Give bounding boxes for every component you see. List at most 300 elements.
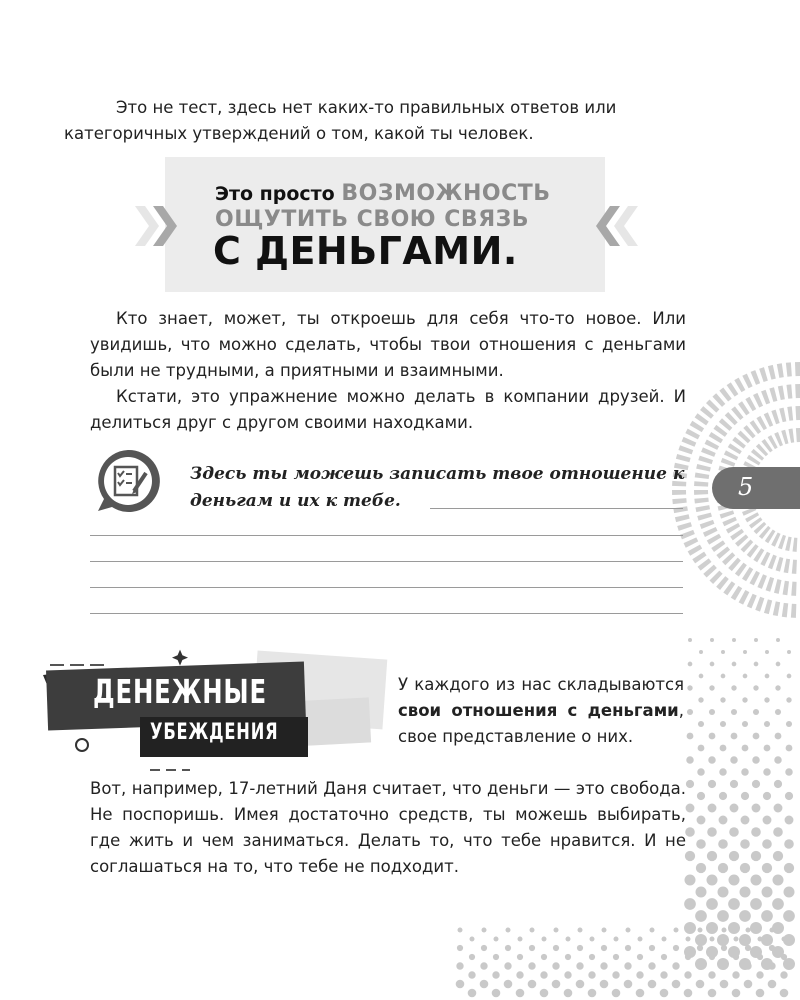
halftone-dot xyxy=(696,980,705,989)
sunburst-segment xyxy=(796,428,800,442)
halftone-dot xyxy=(566,937,571,942)
halftone-dot xyxy=(742,697,747,702)
halftone-dot xyxy=(576,980,585,989)
halftone-dot xyxy=(740,887,751,898)
halftone-dot xyxy=(648,980,657,989)
halftone-dot xyxy=(684,898,696,910)
halftone-dot xyxy=(719,768,727,776)
halftone-dot xyxy=(552,962,559,969)
halftone-dot xyxy=(776,662,781,667)
halftone-dot xyxy=(761,910,773,922)
halftone-dot xyxy=(540,971,547,978)
sunburst-segment xyxy=(685,429,700,440)
halftone-dot xyxy=(458,928,463,933)
halftone-dot xyxy=(468,989,477,998)
halftone-dot xyxy=(763,792,771,800)
halftone-dot xyxy=(626,928,631,933)
halftone-dot xyxy=(588,989,597,998)
halftone-dot xyxy=(729,875,740,886)
section-intro-after: , свое представление о них. xyxy=(398,701,684,746)
halftone-dot xyxy=(480,962,487,969)
body-paragraph-1: Кто знает, может, ты откроешь для себя что-то новое. Или увидишь, что можно сделать, чтобы твои отношения с деньгами были не трудными, а приятными и взаимными. xyxy=(90,309,686,380)
sunburst-segment xyxy=(753,393,763,408)
halftone-dot xyxy=(754,662,759,667)
sunburst-segment xyxy=(786,384,792,398)
section-subtitle: УБЕЖДЕНИЯ xyxy=(150,720,279,745)
quote-box xyxy=(165,157,605,292)
halftone-dot xyxy=(785,792,793,800)
sunburst-segment xyxy=(793,538,798,552)
halftone-dot xyxy=(719,816,728,825)
halftone-dot xyxy=(718,863,728,873)
halftone-dot xyxy=(685,827,695,837)
halftone-dot xyxy=(746,928,751,933)
sunburst-segment xyxy=(678,445,693,454)
halftone-dot xyxy=(774,756,782,764)
sunburst-segment xyxy=(677,522,692,531)
quote-line-2: ОЩУТИТЬ СВОЮ СВЯЗЬ xyxy=(215,207,530,232)
sunburst-segment xyxy=(695,473,709,479)
halftone-dot xyxy=(698,697,703,702)
intro-line-1: Это не тест, здесь нет каких-то правильных ответов или xyxy=(116,98,617,117)
checklist-pencil-icon xyxy=(92,447,168,513)
halftone-dot xyxy=(732,662,737,667)
halftone-dot xyxy=(786,745,793,752)
halftone-dot xyxy=(494,937,499,942)
halftone-dot xyxy=(732,971,739,978)
halftone-dot xyxy=(518,937,523,942)
halftone-dot xyxy=(614,937,619,942)
halftone-dot xyxy=(688,662,693,667)
halftone-dot xyxy=(696,962,703,969)
halftone-dot xyxy=(528,980,537,989)
halftone-dot xyxy=(721,945,727,951)
halftone-dot xyxy=(687,733,694,740)
halftone-dot xyxy=(780,971,787,978)
halftone-dot xyxy=(784,863,794,873)
halftone-dot xyxy=(687,685,692,690)
halftone-dot xyxy=(648,962,655,969)
halftone-dot xyxy=(762,863,772,873)
halftone-dot xyxy=(773,851,783,861)
halftone-dot xyxy=(775,709,781,715)
halftone-dot xyxy=(743,650,747,654)
halftone-dot xyxy=(780,989,789,998)
halftone-dot xyxy=(624,980,633,989)
halftone-dot xyxy=(729,851,739,861)
halftone-dot xyxy=(708,756,716,764)
halftone-dot xyxy=(625,945,631,951)
halftone-dot xyxy=(720,962,727,969)
halftone-dot xyxy=(493,954,499,960)
sunburst-segment xyxy=(734,378,745,393)
halftone-dot xyxy=(752,804,761,813)
halftone-dot xyxy=(751,827,761,837)
halftone-dot xyxy=(740,863,750,873)
sunburst-segment xyxy=(781,430,788,444)
sunburst-segment xyxy=(795,406,800,420)
halftone-dot xyxy=(733,954,739,960)
halftone-dot xyxy=(720,721,726,727)
halftone-dot xyxy=(699,650,703,654)
sunburst-segment xyxy=(701,447,716,456)
halftone-dot xyxy=(638,937,643,942)
halftone-dot xyxy=(741,768,749,776)
sunburst-segment xyxy=(690,421,704,432)
sunburst-segment xyxy=(782,603,788,617)
sunburst-segment xyxy=(694,490,708,495)
sunburst-segment xyxy=(761,390,770,405)
quote-line-1 xyxy=(215,181,551,206)
sunburst-segment xyxy=(721,458,736,467)
halftone-dot xyxy=(482,928,487,933)
sunburst-segment xyxy=(768,555,777,570)
halftone-dot xyxy=(741,816,750,825)
sunburst-segment xyxy=(700,520,715,529)
halftone-dot xyxy=(686,780,694,788)
halftone-dot xyxy=(529,945,535,951)
halftone-dot xyxy=(774,804,783,813)
halftone-dot xyxy=(745,945,751,951)
halftone-dot xyxy=(710,662,715,667)
halftone-dot xyxy=(685,954,691,960)
halftone-dot xyxy=(480,980,489,989)
sunburst-segment xyxy=(784,559,790,573)
sunburst-segment xyxy=(705,440,720,450)
halftone-dot xyxy=(762,839,772,849)
halftone-dot xyxy=(709,733,716,740)
halftone-dot xyxy=(686,937,691,942)
halftone-dot xyxy=(765,674,770,679)
halftone-dot xyxy=(468,971,475,978)
halftone-dot xyxy=(781,954,787,960)
writing-line[interactable] xyxy=(90,587,683,588)
sunburst-segment xyxy=(698,456,713,465)
halftone-dot xyxy=(505,945,511,951)
halftone-dot xyxy=(775,733,782,740)
halftone-dot xyxy=(730,756,738,764)
halftone-dot xyxy=(731,733,738,740)
halftone-dot xyxy=(554,928,559,933)
body-paragraph-3: Вот, например, 17-летний Даня считает, что деньги — это свобода. Не поспоришь. Имея достаточно средств, ты можешь выбирать, где жить и чем заниматься. Делать то, что тебе нравится. И не соглашаться на то, что тебе не подходит. xyxy=(90,779,686,876)
halftone-dot xyxy=(492,989,501,998)
halftone-dot xyxy=(708,989,717,998)
halftone-dot xyxy=(696,887,707,898)
sunburst-segment xyxy=(759,367,768,382)
halftone-dot xyxy=(672,980,681,989)
halftone-dot xyxy=(650,928,655,933)
halftone-dot xyxy=(752,756,760,764)
sunburst-segment xyxy=(776,557,784,572)
halftone-dot xyxy=(612,989,621,998)
halftone-dot xyxy=(753,709,759,715)
halftone-dot xyxy=(773,875,784,886)
halftone-dot xyxy=(752,780,760,788)
halftone-dot xyxy=(541,954,547,960)
halftone-dot xyxy=(674,928,679,933)
body-paragraph-2: Кстати, это упражнение можно делать в компании друзей. И делиться друг с другом своими находками. xyxy=(90,387,686,432)
intro-paragraph xyxy=(64,95,690,147)
halftone-dot xyxy=(732,989,741,998)
halftone-dot xyxy=(576,962,583,969)
halftone-dot xyxy=(698,721,704,727)
sunburst-segment xyxy=(697,513,712,521)
halftone-dot xyxy=(636,971,643,978)
halftone-dot xyxy=(695,910,707,922)
halftone-dot xyxy=(697,945,703,951)
halftone-dot xyxy=(624,962,631,969)
sunburst-segment xyxy=(720,510,735,518)
halftone-dot xyxy=(698,745,705,752)
sunburst-segment xyxy=(694,498,708,504)
halftone-dot xyxy=(506,928,511,933)
sunburst-segment xyxy=(768,365,776,380)
halftone-dot xyxy=(685,851,695,861)
halftone-dot xyxy=(706,898,718,910)
halftone-dot xyxy=(707,827,717,837)
page-number: 5 xyxy=(738,473,754,501)
halftone-dot xyxy=(565,954,571,960)
halftone-dot xyxy=(709,685,714,690)
halftone-dot xyxy=(684,922,696,934)
halftone-dot xyxy=(492,971,499,978)
sunburst-segment xyxy=(779,408,786,423)
halftone-dot xyxy=(786,721,792,727)
halftone-dot xyxy=(708,804,717,813)
halftone-dot xyxy=(742,721,748,727)
halftone-dot xyxy=(764,721,770,727)
halftone-dot xyxy=(709,709,715,715)
note-text: Здесь ты можешь записать твое отношение к деньгам и их к тебе. xyxy=(190,464,685,511)
sunburst-segment xyxy=(792,560,797,574)
sunburst-segment xyxy=(722,517,736,526)
halftone-dot xyxy=(751,851,761,861)
sunburst-segment xyxy=(791,582,796,596)
halftone-dot xyxy=(456,980,465,989)
halftone-dot xyxy=(731,685,736,690)
halftone-dot xyxy=(775,685,780,690)
writing-line[interactable] xyxy=(90,561,683,562)
halftone-dot xyxy=(763,816,772,825)
halftone-dot xyxy=(731,709,737,715)
halftone-dot xyxy=(699,674,704,679)
halftone-dot xyxy=(776,638,780,642)
halftone-dot xyxy=(774,780,782,788)
halftone-dot xyxy=(757,954,763,960)
halftone-dot xyxy=(754,638,758,642)
section-intro-before: У каждого из нас складываются xyxy=(398,675,684,694)
halftone-dot xyxy=(768,980,777,989)
halftone-dot xyxy=(717,934,729,946)
halftone-dot xyxy=(782,937,787,942)
halftone-dot xyxy=(661,954,667,960)
halftone-dot xyxy=(516,989,525,998)
halftone-dot xyxy=(721,674,726,679)
halftone-dot xyxy=(773,827,783,837)
halftone-dot xyxy=(753,733,760,740)
halftone-dot xyxy=(787,674,792,679)
halftone-dot xyxy=(697,792,705,800)
halftone-dot xyxy=(743,674,748,679)
halftone-dot xyxy=(769,945,775,951)
sunburst-segment xyxy=(783,581,789,595)
halftone-dot xyxy=(707,875,718,886)
halftone-dot xyxy=(469,954,475,960)
halftone-dot xyxy=(784,887,795,898)
halftone-dot xyxy=(564,971,571,978)
halftone-dot xyxy=(756,971,763,978)
sunburst-segment xyxy=(682,437,697,447)
sunburst-segment xyxy=(771,410,779,425)
sunburst-segment xyxy=(777,363,784,378)
halftone-dot xyxy=(687,709,693,715)
halftone-dot xyxy=(588,971,595,978)
halftone-dot xyxy=(710,937,715,942)
sunburst-segment xyxy=(739,590,750,605)
halftone-dot xyxy=(590,937,595,942)
halftone-dot xyxy=(756,989,765,998)
halftone-dot xyxy=(710,638,714,642)
halftone-dot xyxy=(744,980,753,989)
halftone-dot xyxy=(786,697,791,702)
halftone-dot xyxy=(504,962,511,969)
sunburst-segment xyxy=(766,577,775,592)
halftone-dot xyxy=(739,934,751,946)
halftone-dot xyxy=(783,910,795,922)
halftone-dot xyxy=(649,945,655,951)
halftone-dot xyxy=(456,962,463,969)
halftone-dot xyxy=(600,980,609,989)
halftone-dot xyxy=(600,962,607,969)
halftone-dot xyxy=(732,638,736,642)
halftone-dot xyxy=(728,898,740,910)
halftone-dot xyxy=(686,804,695,813)
halftone-dot xyxy=(660,989,669,998)
section-intro-bold: свои отношения с деньгами xyxy=(398,701,679,720)
sunburst-segment xyxy=(695,505,710,512)
halftone-dot xyxy=(787,650,791,654)
halftone-dot xyxy=(744,962,751,969)
sunburst-segment xyxy=(742,374,752,389)
sunburst-segment xyxy=(764,412,773,426)
halftone-dot xyxy=(516,971,523,978)
halftone-dot xyxy=(578,928,583,933)
halftone-dot xyxy=(612,971,619,978)
section-title: ДЕНЕЖНЫЕ xyxy=(93,672,267,711)
sunburst-segment xyxy=(750,571,760,586)
halftone-dot xyxy=(636,989,645,998)
halftone-dot xyxy=(764,745,771,752)
sunburst-segment xyxy=(773,601,780,616)
halftone-dot xyxy=(730,780,738,788)
writing-line[interactable] xyxy=(430,508,683,509)
sunburst-segment xyxy=(778,535,786,549)
sunburst-segment xyxy=(731,586,742,600)
halftone-dot xyxy=(751,875,762,886)
halftone-dot xyxy=(577,945,583,951)
quote-line-3: С ДЕНЬГАМИ. xyxy=(213,229,518,273)
halftone-dot xyxy=(709,954,715,960)
halftone-dot xyxy=(695,934,707,946)
sunburst-segment xyxy=(774,579,782,594)
halftone-dot xyxy=(772,922,784,934)
sunburst-segment xyxy=(788,428,794,442)
halftone-dot xyxy=(517,954,523,960)
halftone-dot xyxy=(706,922,718,934)
halftone-dot xyxy=(602,928,607,933)
halftone-dot xyxy=(540,989,549,998)
quote-highlight: ВОЗМОЖНОСТЬ xyxy=(341,181,551,206)
writing-line[interactable] xyxy=(90,535,683,536)
halftone-dot xyxy=(740,839,750,849)
halftone-dot xyxy=(504,980,513,989)
halftone-dot xyxy=(785,816,794,825)
halftone-dot xyxy=(708,971,715,978)
halftone-dot xyxy=(684,989,693,998)
halftone-dot xyxy=(481,945,487,951)
halftone-dot xyxy=(718,887,729,898)
section-intro-paragraph xyxy=(398,672,684,750)
halftone-dot xyxy=(660,971,667,978)
chevron-left-icon xyxy=(578,201,638,251)
halftone-dot xyxy=(718,839,728,849)
sunburst-segment xyxy=(764,599,772,614)
halftone-dot xyxy=(696,863,706,873)
halftone-dot xyxy=(662,937,667,942)
page-number-tab xyxy=(712,467,800,509)
halftone-dot xyxy=(770,928,775,933)
halftone-dot xyxy=(528,962,535,969)
halftone-dot xyxy=(742,745,749,752)
halftone-dot xyxy=(739,910,751,922)
sunburst-segment xyxy=(703,527,718,537)
halftone-dot xyxy=(753,685,758,690)
sunburst-segment xyxy=(757,574,766,589)
halftone-dot xyxy=(728,922,740,934)
sunburst-segment xyxy=(675,514,690,522)
sunburst-segment xyxy=(747,594,757,609)
halftone-dot xyxy=(772,898,784,910)
sunburst-segment xyxy=(795,384,800,398)
halftone-dot xyxy=(684,971,691,978)
writing-line[interactable] xyxy=(90,613,683,614)
sunburst-segment xyxy=(696,464,711,472)
sunburst-segment xyxy=(751,370,761,385)
halftone-dot xyxy=(764,697,769,702)
halftone-dot xyxy=(530,928,535,933)
halftone-dot xyxy=(720,745,727,752)
halftone-dot xyxy=(730,804,739,813)
sunburst-segment xyxy=(785,537,791,551)
halftone-dot xyxy=(750,922,762,934)
sunburst-segment xyxy=(688,545,703,556)
halftone-dot xyxy=(457,945,463,951)
halftone-dot xyxy=(720,980,729,989)
halftone-dot xyxy=(761,934,773,946)
halftone-dot xyxy=(729,827,739,837)
halftone-dot xyxy=(613,954,619,960)
halftone-dot xyxy=(470,937,475,942)
halftone-dot xyxy=(688,638,692,642)
halftone-dot xyxy=(601,945,607,951)
halftone-dot xyxy=(672,962,679,969)
halftone-dot xyxy=(741,792,749,800)
halftone-dot xyxy=(785,768,793,776)
halftone-dot xyxy=(696,839,706,849)
chevron-right-icon xyxy=(135,201,195,251)
halftone-dot xyxy=(564,989,573,998)
halftone-dot xyxy=(685,875,696,886)
